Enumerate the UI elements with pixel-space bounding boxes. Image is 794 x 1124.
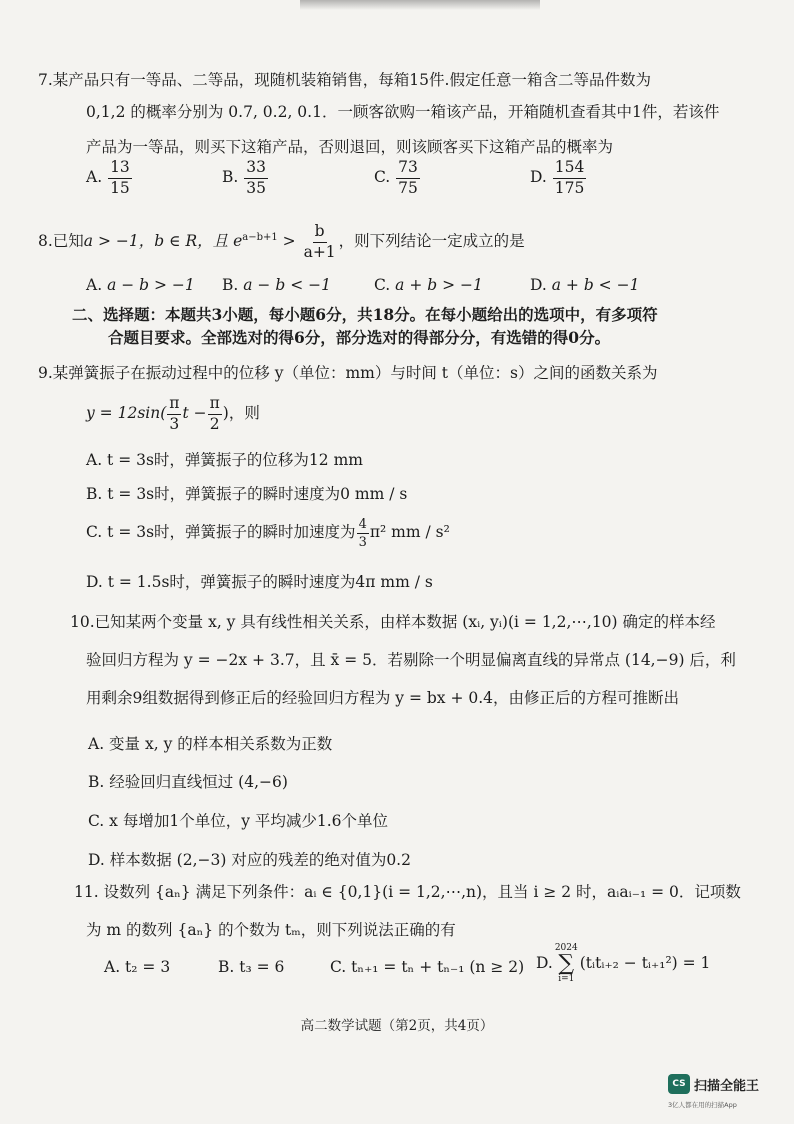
option-text: C. t = 3s时，弹簧振子的瞬时加速度为 xyxy=(86,523,356,541)
q9-option-a: A. t = 3s时，弹簧振子的位移为12 mm xyxy=(86,451,363,469)
option-letter: D. xyxy=(530,276,547,294)
q8-option-c xyxy=(374,276,483,294)
q8-prefix: 8.已知 xyxy=(38,232,84,251)
sum-lower-limit: i=1 xyxy=(558,974,575,984)
option-letter: B. xyxy=(222,168,239,186)
q10-option-c: C. x 每增加1个单位，y 平均减少1.6个单位 xyxy=(88,812,389,830)
numerator: 33 xyxy=(244,160,268,179)
denominator: 175 xyxy=(554,178,585,197)
option-letter: D. xyxy=(530,168,547,186)
section2-heading-line2: 合题目要求。全部选对的得6分，部分选对的得部分分，有选错的得0分。 xyxy=(108,328,611,347)
q10-option-d: D. 样本数据 (2,−3) 对应的残差的绝对值为0.2 xyxy=(88,851,411,869)
numerator: π xyxy=(167,396,181,415)
option-letter: B. xyxy=(222,276,239,294)
q7-line1: 7.某产品只有一等品、二等品，现随机装箱销售，每箱15件.假定任意一箱含二等品件数为 xyxy=(38,71,651,89)
q7-option-a xyxy=(86,160,133,196)
q8-exponent: a−b+1 xyxy=(242,232,278,243)
q8-fraction xyxy=(302,224,338,260)
fraction xyxy=(244,160,268,196)
section2-heading-line1: 二、选择题：本题共3小题，每小题6分，共18分。在每小题给出的选项中，有多项符 xyxy=(72,305,658,324)
option-text: a + b > −1 xyxy=(395,276,483,294)
fraction-pi-2 xyxy=(208,396,222,432)
q8-suffix: ，则下列结论一定成立的是 xyxy=(338,232,525,251)
fraction-pi-3 xyxy=(167,396,181,432)
q7-option-d xyxy=(530,160,587,196)
q7-option-b xyxy=(222,160,269,196)
q9-line1: 9.某弹簧振子在振动过程中的位移 y（单位：mm）与时间 t（单位：s）之间的函数关系为 xyxy=(38,364,658,382)
option-text: a + b < −1 xyxy=(551,276,640,294)
option-letter: A. xyxy=(86,276,103,294)
q10-option-a: A. 变量 x, y 的样本相关系数为正数 xyxy=(88,735,333,753)
sum-upper-limit: 2024 xyxy=(554,943,578,953)
numerator: b xyxy=(313,224,327,243)
q11-line1: 11. 设数列 {aₙ} 满足下列条件：aᵢ ∈ {0,1}(i = 1,2,⋯,n)，且当 i ≥ 2 时，aᵢaᵢ₋₁ = 0．记项数 xyxy=(74,883,741,901)
option-text: a − b < −1 xyxy=(243,276,331,294)
cs-logo-icon: CS xyxy=(668,1074,690,1094)
eq-left: y = 12sin( xyxy=(86,404,167,422)
fraction xyxy=(396,160,420,196)
option-letter: A. xyxy=(86,168,103,186)
scanner-app-name: 扫描全能王 xyxy=(694,1079,760,1094)
q8-stem xyxy=(38,215,525,264)
denominator: 2 xyxy=(209,414,220,433)
option-unit: π² mm / s² xyxy=(369,523,450,541)
q11-option-a: A. t₂ = 3 xyxy=(104,958,171,976)
q8-gt: > xyxy=(277,232,301,251)
numerator: 73 xyxy=(396,160,420,179)
numerator: 4 xyxy=(358,516,367,532)
eq-mid: t − xyxy=(182,404,207,422)
q9-option-b: B. t = 3s时，弹簧振子的瞬时速度为0 mm / s xyxy=(86,485,408,503)
sigma-symbol: ∑ xyxy=(558,951,575,976)
denominator: 3 xyxy=(358,534,367,550)
option-text: a − b > −1 xyxy=(107,276,195,294)
fraction xyxy=(553,160,587,196)
option-letter: D. xyxy=(536,954,553,972)
q8-option-d xyxy=(530,276,639,294)
denominator: a+1 xyxy=(303,242,336,261)
option-text: (tᵢtᵢ₊₂ − tᵢ₊₁²) = 1 xyxy=(579,954,711,972)
numerator: 13 xyxy=(108,160,132,179)
denominator: 35 xyxy=(246,178,266,197)
scanner-watermark xyxy=(668,1072,780,1114)
q11-line2: 为 m 的数列 {aₙ} 的个数为 tₘ，则下列说法正确的有 xyxy=(86,921,456,939)
q8-condition: a > −1，b ∈ R，且 e xyxy=(83,232,243,251)
q7-option-c xyxy=(374,160,421,196)
fraction-4-3 xyxy=(357,518,369,549)
denominator: 15 xyxy=(110,178,130,197)
q11-option-c: C. tₙ₊₁ = tₙ + tₙ₋₁ (n ≥ 2) xyxy=(330,958,525,976)
q10-line2: 验回归方程为 y = −2x + 3.7，且 x̄ = 5．若剔除一个明显偏离直线的异常点 (14,−9) 后，利 xyxy=(86,651,736,669)
q8-option-a xyxy=(86,276,195,294)
eq-right: )，则 xyxy=(222,404,260,422)
q9-option-c xyxy=(86,512,450,552)
q9-option-d: D. t = 1.5s时，弹簧振子的瞬时速度为4π mm / s xyxy=(86,573,433,591)
q9-equation xyxy=(86,393,260,433)
q10-line1: 10.已知某两个变量 x, y 具有线性相关关系，由样本数据 (xᵢ, yᵢ)(i = 1,2,⋯,10) 确定的样本经 xyxy=(70,613,716,631)
page-footer: 高二数学试题（第2页，共4页） xyxy=(300,1018,494,1034)
q11-option-d xyxy=(536,944,710,984)
option-letter: C. xyxy=(374,168,391,186)
numerator: π xyxy=(208,396,222,415)
fraction xyxy=(108,160,132,196)
q8-option-b xyxy=(222,276,331,294)
denominator: 75 xyxy=(398,178,418,197)
scanner-tagline: 3亿人都在用的扫描App xyxy=(668,1101,737,1109)
scan-smudge xyxy=(300,0,540,10)
option-letter: C. xyxy=(374,276,391,294)
q7-line2: 0,1,2 的概率分别为 0.7, 0.2, 0.1．一顾客欲购一箱该产品，开箱随机查看其中1件，若该件 xyxy=(86,103,720,121)
numerator: 154 xyxy=(553,160,587,179)
q10-line3: 用剩余9组数据得到修正后的经验回归方程为 y = bx + 0.4，由修正后的方程可推断出 xyxy=(86,689,680,707)
denominator: 3 xyxy=(169,414,180,433)
q10-option-b: B. 经验回归直线恒过 (4,−6) xyxy=(88,773,288,791)
q7-line3: 产品为一等品，则买下这箱产品，否则退回，则该顾客买下这箱产品的概率为 xyxy=(86,138,614,156)
summation xyxy=(555,944,578,984)
q11-option-b: B. t₃ = 6 xyxy=(218,958,285,976)
